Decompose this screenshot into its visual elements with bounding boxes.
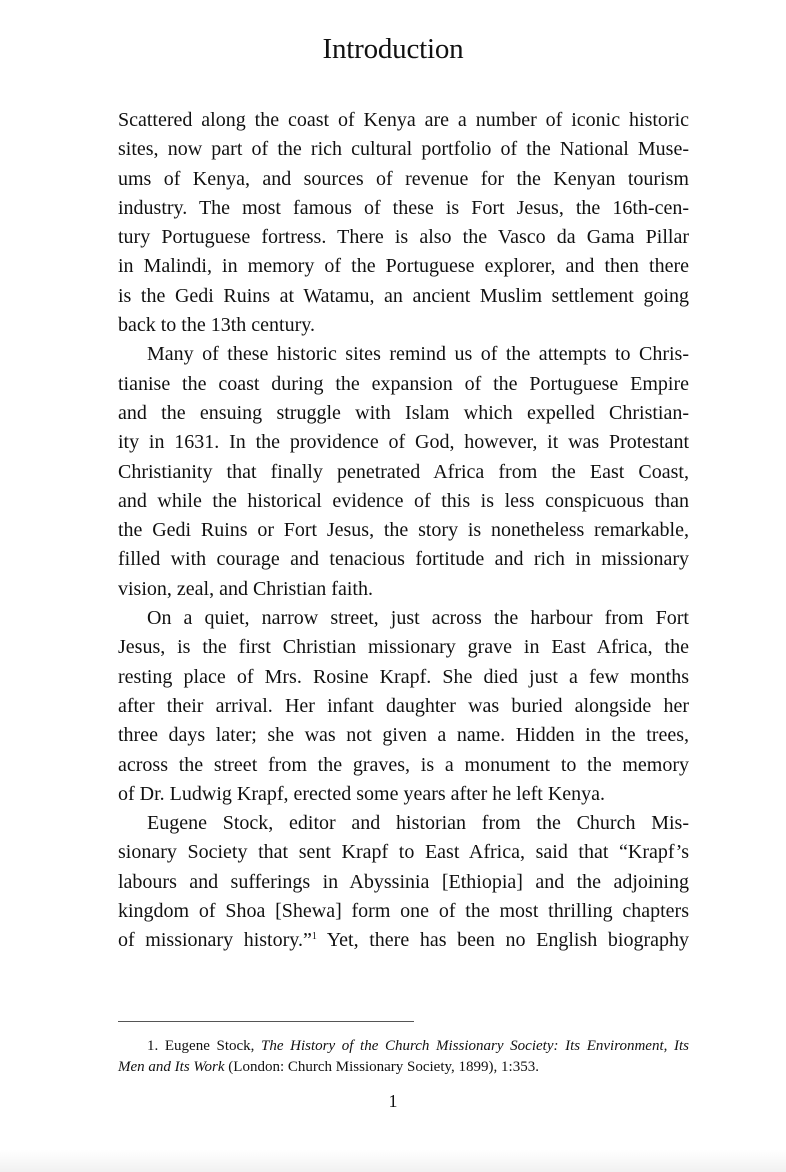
text-line: in Malindi, in memory of the Portuguese explorer, and then there bbox=[118, 255, 689, 278]
text-line: three days later; she was not given a name. Hidden in the trees, bbox=[118, 724, 689, 747]
text-line: tury Portuguese fortress. There is also the Vasco da Gama Pillar bbox=[118, 226, 689, 249]
text-line: and while the historical evidence of this is less conspicuous than bbox=[118, 489, 689, 512]
text-line: vision, zeal, and Christian faith. bbox=[118, 577, 373, 600]
text-line-with-footnote bbox=[118, 926, 689, 955]
text-line: ity in 1631. In the providence of God, however, it was Protestant bbox=[118, 431, 689, 454]
footnote-book-title: Men and Its Work bbox=[118, 1059, 225, 1075]
chapter-title: Introduction bbox=[322, 33, 464, 65]
text-segment: Yet, there has been no English biography bbox=[316, 929, 689, 952]
text-line: On a quiet, narrow street, just across the harbour from Fort bbox=[147, 607, 689, 630]
text-line: resting place of Mrs. Rosine Krapf. She died just a few months bbox=[118, 665, 689, 688]
text-line: sionary Society that sent Krapf to East Africa, said that “Krapf’s bbox=[118, 841, 689, 864]
footnote-number: 1. bbox=[147, 1038, 159, 1054]
text-line: labours and sufferings in Abyssinia [Ethiopia] and the adjoining bbox=[118, 870, 689, 893]
text-line: the Gedi Ruins or Fort Jesus, the story is nonetheless remarkable, bbox=[118, 519, 689, 542]
text-line: Scattered along the coast of Kenya are a number of iconic historic bbox=[118, 109, 689, 131]
text-line: back to the 13th century. bbox=[118, 314, 315, 337]
footnote-book-title: The History of the Church Missionary Society: Its Environment, Its bbox=[261, 1038, 689, 1054]
footnote-divider bbox=[118, 1021, 414, 1022]
footnote-line bbox=[118, 1036, 689, 1057]
text-line: Eugene Stock, editor and historian from the Church Mis- bbox=[147, 812, 689, 835]
text-line: industry. The most famous of these is Fort Jesus, the 16th-cen- bbox=[118, 196, 689, 219]
text-line: sites, now part of the rich cultural portfolio of the National Muse- bbox=[118, 138, 689, 161]
footnote bbox=[118, 1036, 689, 1078]
body-text bbox=[118, 106, 689, 956]
text-line: Christianity that finally penetrated Africa from the East Coast, bbox=[118, 460, 689, 483]
text-segment: of missionary history.” bbox=[118, 929, 312, 952]
text-line: and the ensuing struggle with Islam which expelled Christian- bbox=[118, 401, 689, 424]
text-line: across the street from the graves, is a monument to the memory bbox=[118, 753, 689, 776]
footnote-publication: (London: Church Missionary Society, 1899), 1:353. bbox=[228, 1059, 539, 1075]
text-line: of Dr. Ludwig Krapf, erected some years after he left Kenya. bbox=[118, 782, 606, 805]
footnote-reference[interactable]: 1 bbox=[311, 931, 317, 943]
footnote-author: Eugene Stock, bbox=[164, 1038, 255, 1054]
text-line: Jesus, is the first Christian missionary grave in East Africa, the bbox=[118, 636, 689, 659]
page-edge-shadow bbox=[0, 1150, 786, 1172]
page-number: 1 bbox=[388, 1091, 398, 1111]
text-line: kingdom of Shoa [Shewa] form one of the most thrilling chapters bbox=[118, 900, 689, 923]
text-line: tianise the coast during the expansion of the Portuguese Empire bbox=[118, 372, 689, 395]
text-line: ums of Kenya, and sources of revenue for the Kenyan tourism bbox=[118, 167, 689, 190]
text-line: is the Gedi Ruins at Watamu, an ancient Muslim settlement going bbox=[118, 284, 689, 307]
footnote-line bbox=[118, 1057, 689, 1078]
text-line: filled with courage and tenacious fortitude and rich in missionary bbox=[118, 548, 689, 571]
text-line: Many of these historic sites remind us of the attempts to Chris- bbox=[147, 343, 689, 366]
text-line: after their arrival. Her infant daughter was buried alongside her bbox=[118, 694, 689, 717]
